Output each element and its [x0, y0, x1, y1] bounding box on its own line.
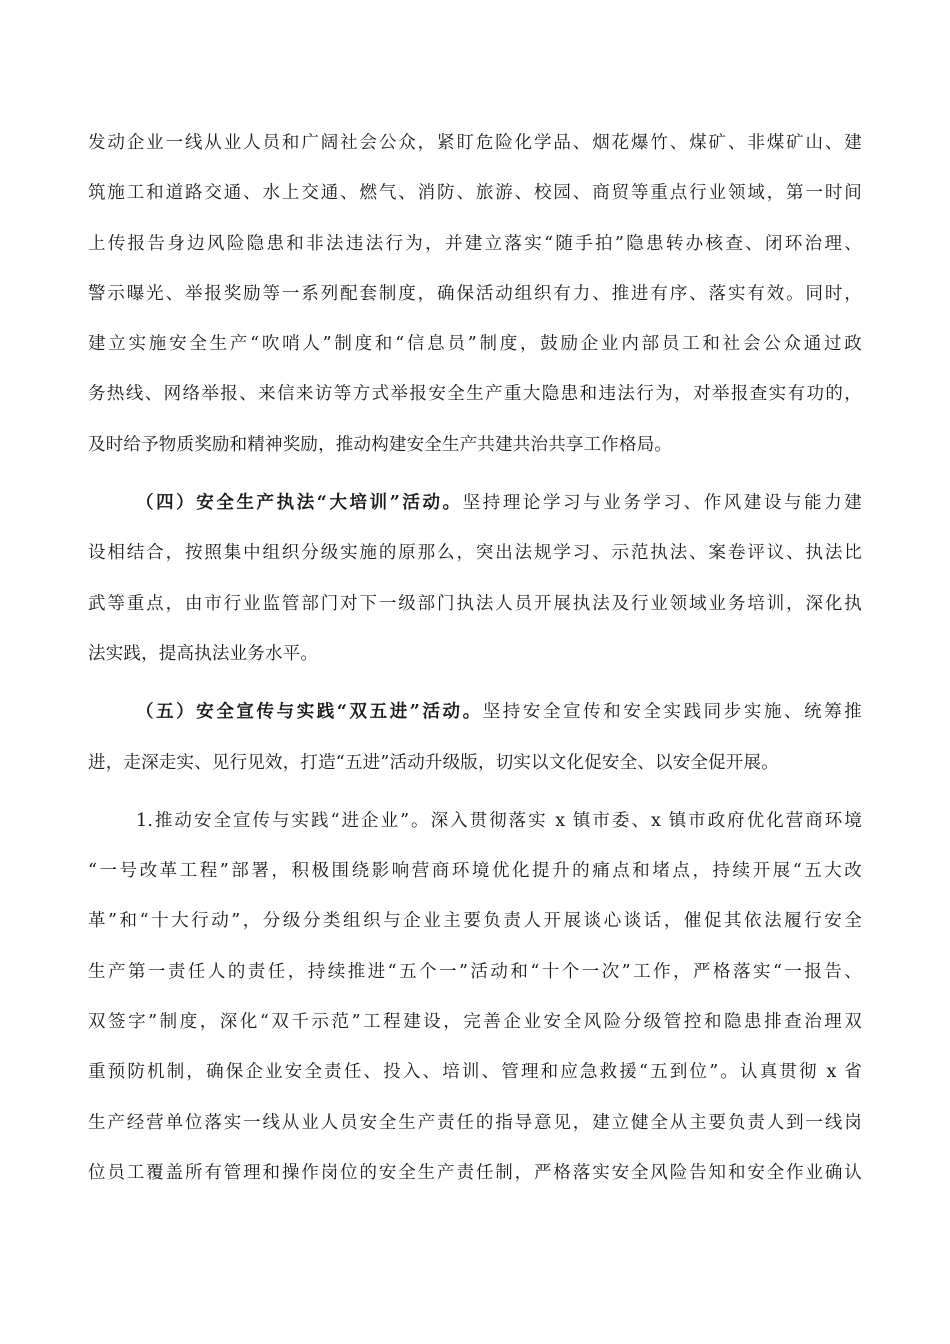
text-line: 进，走深走实、见行见效，打造“五进”活动升级版，切实以文化促安全、以安全促开展。 — [88, 752, 779, 773]
text-line: 筑施工和道路交通、水上交通、燃气、消防、旅游、校园、商贸等重点行业领域，第一时间 — [88, 183, 862, 204]
text-line: 双签字”制度，深化“双千示范”工程建设，完善企业安全风险分级管控和隐患排查治理双 — [88, 1012, 862, 1033]
text-line: 务热线、网络举报、来信来访等方式举报安全生产重大隐患和违法行为，对举报查实有功的， — [88, 384, 862, 405]
text-line: 及时给予物质奖励和精神奖励，推动构建安全生产共建共治共享工作格局。 — [88, 434, 673, 455]
document-page — [88, 118, 862, 1198]
text-line: 发动企业一线从业人员和广阔社会公众，紧盯危险化学品、烟花爆竹、煤矿、非煤矿山、建 — [88, 133, 862, 153]
text-line: 革”和“十大行动”，分级分类组织与企业主要负责人开展谈心谈话，催促其依法履行安全 — [88, 911, 862, 932]
text-run: 坚持理论学习与业务学习、作风建设与能力建 — [462, 493, 863, 514]
text-line: 位员工覆盖所有管理和操作岗位的安全生产责任制，严格落实安全风险告知和安全作业确认 — [88, 1162, 862, 1183]
text-line — [88, 687, 862, 737]
text-line: 生产第一责任人的责任，持续推进“五个一”活动和“十个一次”工作，严格落实“一报告、 — [88, 961, 862, 982]
text-line: 建立实施安全生产“吹哨人”制度和“信息员”制度，鼓励企业内部员工和社会公众通过政 — [88, 334, 862, 355]
text-line: 武等重点，由市行业监管部门对下一级部门执法人员开展执法及行业领域业务培训，深化执 — [88, 593, 862, 614]
section-heading: （五）安全宣传与实践“双五进”活动。 — [136, 702, 483, 723]
paragraph-item-1 — [88, 796, 862, 1198]
text-line: 生产经营单位落实一线从业人员安全生产责任的指导意见，建立健全从主要负责人到一线岗 — [88, 1112, 862, 1133]
section-heading: （四）安全生产执法“大培训”活动。 — [136, 493, 463, 514]
text-line: “一号改革工程”部署，积极围绕影响营商环境优化提升的痛点和堵点，持续开展“五大改 — [88, 861, 862, 882]
text-line — [88, 478, 862, 528]
text-run: 坚持安全宣传和安全实践同步实施、统筹推 — [482, 702, 862, 723]
text-line: 法实践，提高执法业务水平。 — [88, 643, 319, 664]
paragraph-section-4 — [88, 478, 862, 679]
text-line: 设相结合，按照集中组织分级实施的原那么，突出法规学习、示范执法、案卷评议、执法比 — [88, 543, 862, 564]
text-line: 警示曝光、举报奖励等一系列配套制度，确保活动组织有力、推进有序、落实有效。同时， — [88, 283, 862, 304]
text-line: 1.推动安全宣传与实践“进企业”。深入贯彻落实 x 镇市委、x 镇市政府优化营商环境 — [136, 810, 862, 831]
text-line: 重预防机制，确保企业安全责任、投入、培训、管理和应急救援“五到位”。认真贯彻 x 省 — [88, 1062, 862, 1083]
paragraph-section-5 — [88, 687, 862, 788]
text-line: 上传报告身边风险隐患和非法违法行为，并建立落实“随手拍”隐患转办核查、闭环治理、 — [88, 233, 862, 254]
paragraph-continuation — [88, 118, 862, 470]
